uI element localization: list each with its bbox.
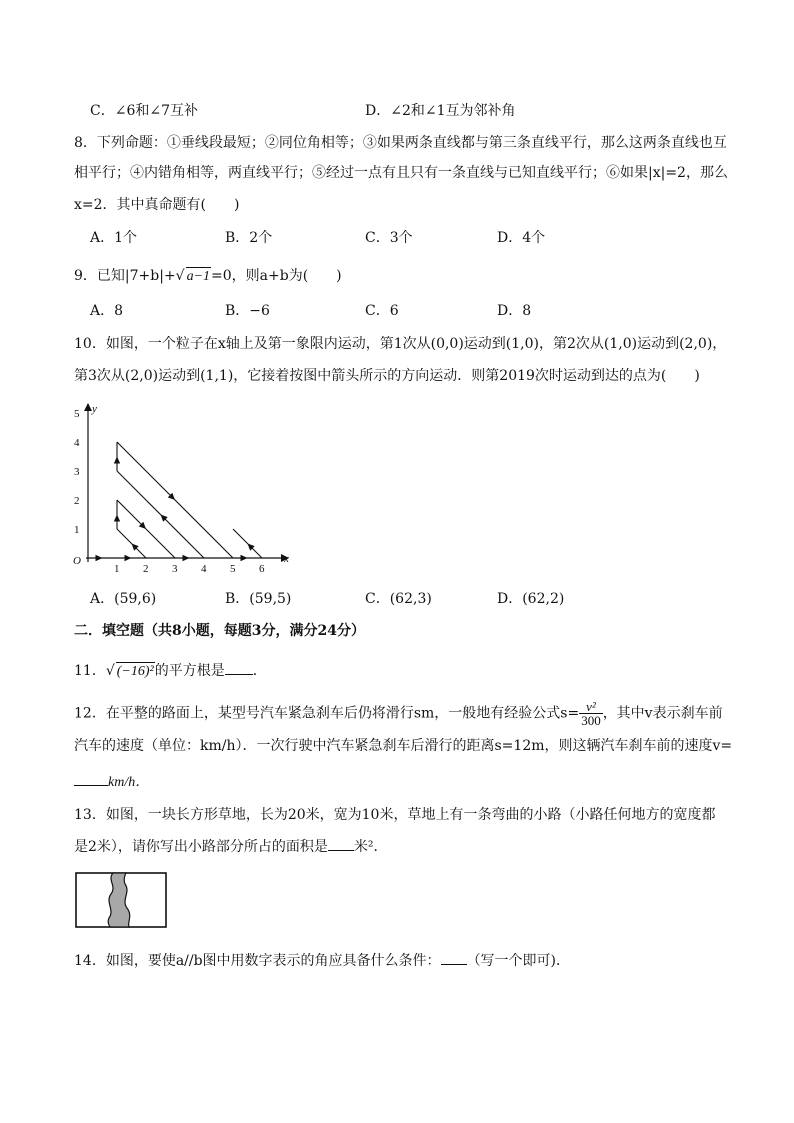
q10-option-a: A．(59,6)	[90, 591, 157, 607]
q10-option-d: D．(62,2)	[497, 591, 565, 607]
q11-text	[74, 660, 267, 681]
q12-text-line2: 汽车的速度（单位：km/h）．一次行驶中汽车紧急刹车后滑行的距离s=12m，则这辆汽车刹车前的速度v=	[74, 738, 733, 754]
x-axis-label: x	[284, 553, 289, 565]
arrowhead	[114, 457, 120, 464]
y-axis-label: y	[92, 403, 97, 415]
q12-text-line1	[74, 700, 723, 727]
lawn-path-figure	[75, 872, 167, 928]
q13-answer-blank[interactable]	[328, 836, 354, 851]
q14-answer-blank[interactable]	[441, 950, 467, 965]
arrowhead	[96, 555, 103, 561]
q8-option-b: B．2个	[225, 230, 273, 246]
q9-option-c: C．6	[365, 303, 399, 319]
q14-text	[74, 950, 570, 970]
q9-text-post: =0，则a+b为( )	[211, 268, 342, 284]
q10-option-b: B．(59,5)	[225, 591, 292, 607]
q12-text-line3	[74, 771, 149, 792]
q10-text-line2: 第3次从(2,0)运动到(1,1)，它接着按图中箭头所示的方向运动．则第2019次时运动到达的点为( )	[74, 368, 700, 384]
q13-text-pre: 是2米），请你写出小路部分所占的面积是	[74, 839, 328, 855]
y-tick-label: 1	[74, 524, 80, 536]
x-tick-label: 2	[143, 563, 149, 575]
q14-text-post: （写一个即可)．	[466, 953, 571, 969]
x-tick-label: 3	[172, 563, 178, 575]
y-tick-label: 5	[74, 408, 80, 420]
sqrt-sign: √	[105, 663, 115, 679]
q9-option-a: A．8	[90, 303, 124, 319]
q8-option-a: A．1个	[90, 230, 138, 246]
q9-text-pre: 9．已知|7+b|+	[74, 268, 176, 284]
q8-text-line1: 8．下列命题：①垂线段最短；②同位角相等；③如果两条直线都与第三条直线平行，那么这两条直线也互	[74, 135, 727, 151]
q12-text-post: ，其中v表示刹车前	[602, 705, 723, 722]
q9-text	[74, 267, 342, 286]
particle-path-figure	[70, 396, 300, 576]
q13-text-line2	[74, 836, 388, 856]
q10-text-line1: 10．如图，一个粒子在x轴上及第一象限内运动，第1次从(0,0)运动到(1,0)，第2次从(1,0)运动到(2,0)，	[74, 336, 727, 352]
q12-unit: km/h．	[108, 775, 150, 790]
q14-text-pre: 14．如图，要使a//b图中用数字表示的角应具备什么条件：	[74, 953, 441, 969]
sqrt-sign: √	[175, 268, 185, 284]
arrowhead	[125, 555, 132, 561]
x-tick-label: 5	[230, 563, 236, 575]
q11-text-end: ．	[252, 663, 267, 679]
q7-option-d: D．∠2和∠1互为邻补角	[365, 103, 516, 119]
q7-option-c: C．∠6和∠7互补	[90, 103, 198, 119]
x-tick-label: 6	[259, 563, 265, 575]
x-tick-label: 4	[201, 563, 207, 575]
q13-text-post: 米²．	[353, 839, 388, 855]
q8-text-line3: x=2．其中真命题有( )	[74, 197, 240, 213]
q9-option-d: D．8	[497, 303, 532, 319]
q13-text-line1: 13．如图，一块长方形草地，长为20米，宽为10米，草地上有一条弯曲的小路（小路任何地方的宽度都	[74, 807, 716, 823]
x-tick-label: 1	[114, 563, 120, 575]
q11-radicand: (−16)²	[116, 664, 154, 679]
arrowhead	[241, 555, 248, 561]
q12-frac-den: 300	[581, 713, 601, 728]
q11-text-post: 的平方根是	[154, 663, 225, 679]
origin-label: O	[73, 555, 81, 567]
section-heading: 二．填空题（共8小题，每题3分，满分24分）	[74, 623, 365, 639]
y-tick-label: 3	[74, 466, 80, 478]
q9-radicand: a−1	[186, 269, 211, 284]
q8-option-c: C．3个	[365, 230, 413, 246]
arrowhead	[183, 555, 190, 561]
y-tick-label: 4	[74, 437, 80, 449]
y-tick-label: 2	[74, 495, 80, 507]
q12-answer-blank[interactable]	[74, 771, 108, 786]
q9-option-b: B．−6	[225, 303, 270, 319]
q12-text-pre: 12．在平整的路面上，某型号汽车紧急刹车后仍将滑行sm，一般地有经验公式s=	[74, 705, 580, 722]
q8-option-d: D．4个	[497, 230, 546, 246]
q11-answer-blank[interactable]	[225, 660, 253, 675]
q12-formula-fraction	[579, 700, 603, 727]
arrowhead	[114, 515, 120, 522]
q11-text-pre: 11．	[74, 663, 106, 679]
q10-option-c: C．(62,3)	[365, 591, 432, 607]
q8-text-line2: 相平行；④内错角相等，两直线平行；⑤经过一点有且只有一条直线与已知直线平行；⑥如果|x|=2，那么	[74, 165, 728, 181]
q12-frac-num: v²	[579, 700, 603, 714]
